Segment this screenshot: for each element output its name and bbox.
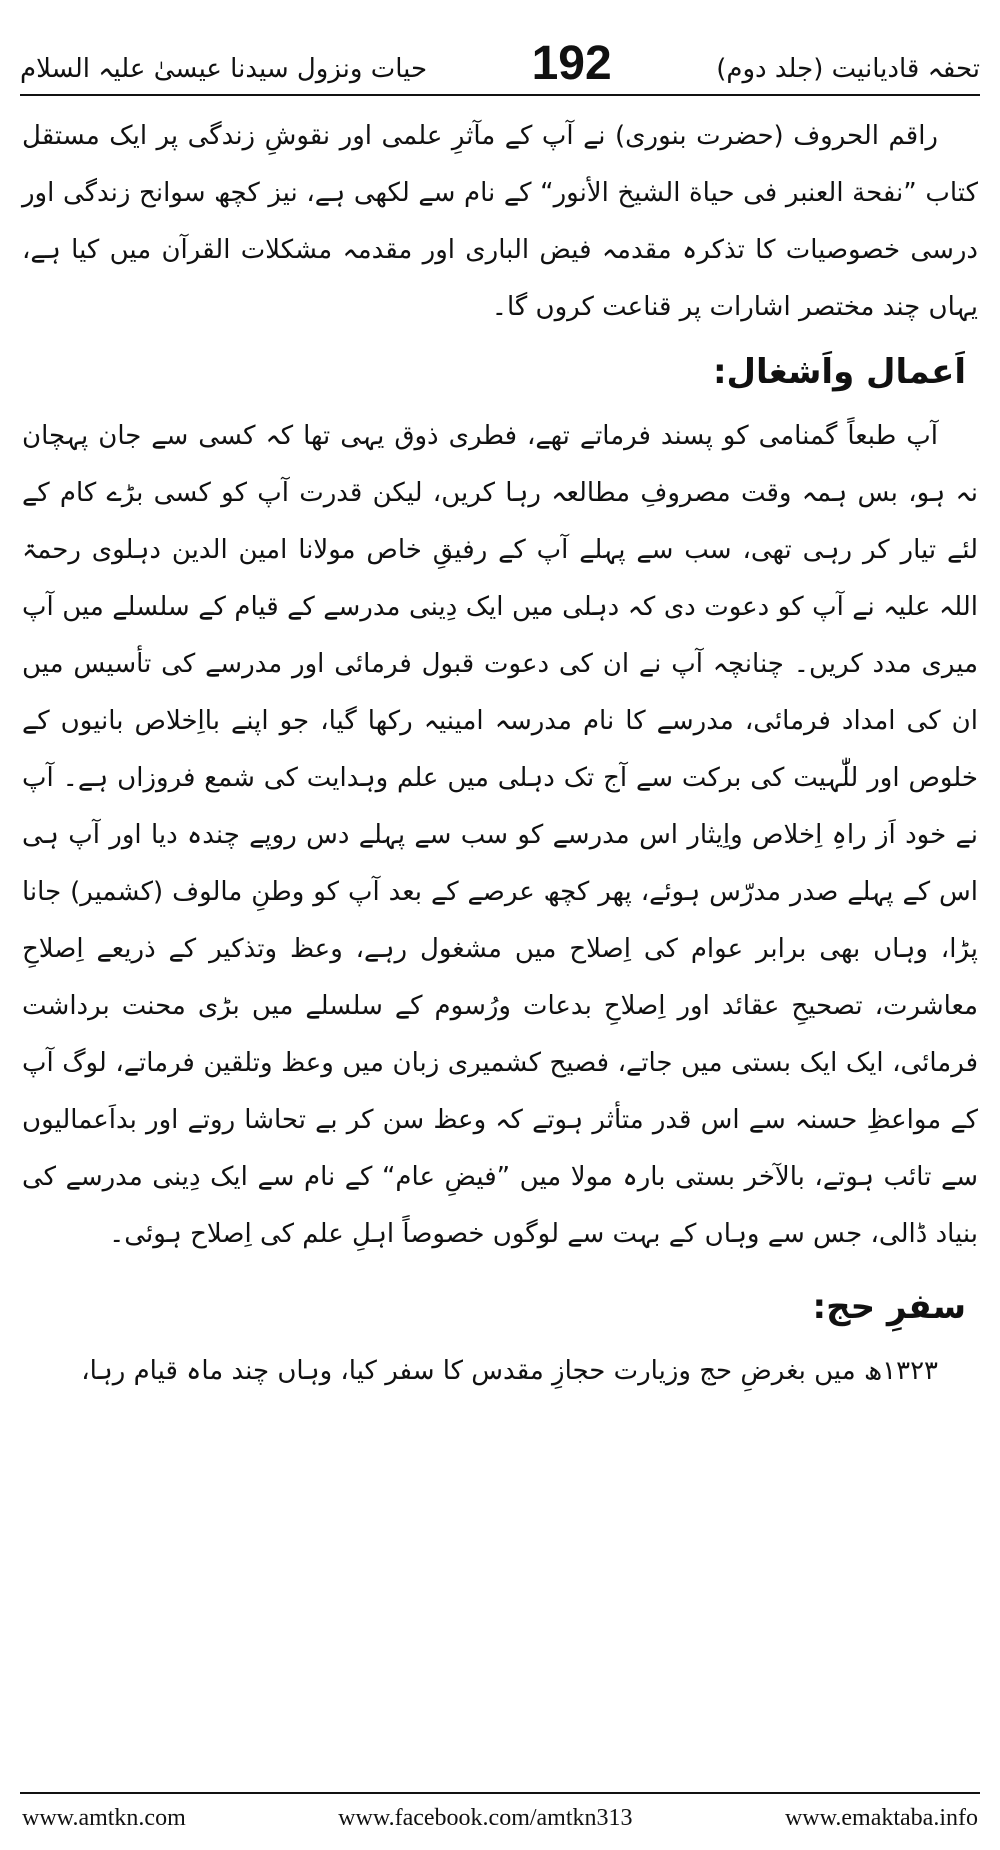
intro-paragraph: راقم الحروف (حضرت بنوری) نے آپ کے مآثرِ علمی اور نقوشِ زندگی پر ایک مستقل کتاب ”نفحة العنبر فی حیاة الشیخ الأنور“ کے نام سے لکھی ہے، نیز کچھ سوانح زندگی اور درسی خصوصیات کا تذکرہ مقدمہ فیض الباری اور مقدمہ مشکلات القرآن میں کیا ہے، یہاں چند مختصر اشارات پر قناعت کروں گا۔ [22, 121, 978, 322]
footer-link-amtkn[interactable]: www.amtkn.com [22, 1804, 186, 1831]
chapter-title: حیات ونزول سیدنا عیسیٰ علیہ السلام [20, 54, 428, 84]
header-divider [20, 94, 980, 96]
page-header [20, 22, 980, 92]
page-footer [22, 1798, 978, 1838]
page-body [22, 108, 978, 1400]
section-heading-aamal: اَعمال واَشغال: [712, 352, 966, 392]
footer-link-facebook[interactable]: www.facebook.com/amtkn313 [338, 1804, 633, 1831]
section-heading-safar-hajj: سفرِ حج: [812, 1287, 966, 1327]
book-title: تحفہ قادیانیت (جلد دوم) [716, 54, 980, 84]
footer-divider [20, 1792, 980, 1794]
page-number: 192 [531, 37, 612, 90]
footer-link-emaktaba[interactable]: www.emaktaba.info [784, 1804, 978, 1831]
body-paragraph: آپ طبعاً گمنامی کو پسند فرماتے تھے، فطری ذوق یہی تھا کہ کسی سے جان پہچان نہ ہو، بس ہمہ وقت مصروفِ مطالعہ رہا کریں، لیکن قدرت آپ کو کسی بڑے کام کے لئے تیار کر رہی تھی، سب سے پہلے آپ کے رفیقِ خاص مولانا امین الدین دہلوی رحمۃ اللہ علیہ نے آپ کو دعوت دی کہ دہلی میں ایک دِینی مدرسے کے قیام کے سلسلے میں آپ میری مدد کریں۔ چنانچہ آپ نے ان کی دعوت قبول فرمائی اور مدرسے کی تأسیس میں ان کی امداد فرمائی، مدرسے کا نام مدرسہ امینیہ رکھا گیا، جو اپنے بااِخلاص بانیوں کے خلوص اور للّٰہیت کی برکت سے آج تک دہلی میں علم وہدایت کی شمع فروزاں ہے۔ آپ نے خود اَز راہِ اِخلاص واِیثار اس مدرسے کو سب سے پہلے دس روپے چندہ دیا اور آپ ہی اس کے پہلے صدر مدرّس ہوئے، پھر کچھ عرصے کے بعد آپ کو وطنِ مالوف (کشمیر) جانا پڑا، وہاں بھی برابر عوام کی اِصلاح میں مشغول رہے، وعظ وتذکیر کے ذریعے اِصلاحِ معاشرت، تصحیحِ عقائد اور اِصلاحِ بدعات ورُسوم کے سلسلے میں بڑی محنت برداشت فرمائی، ایک ایک بستی میں جاتے، فصیح کشمیری زبان میں وعظ وتلقین فرماتے، لوگ آپ کے مواعظِ حسنہ سے اس قدر متأثر ہوتے کہ وعظ سن کر بے تحاشا روتے اور بداَعمالیوں سے تائب ہوتے، بالآخر بستی بارہ مولا میں ”فیضِ عام“ کے نام سے ایک دِینی مدرسے کی بنیاد ڈالی، جس سے وہاں کے بہت سے لوگوں خصوصاً اہلِ علم کی اِصلاح ہوئی۔ [22, 421, 978, 1249]
hajj-paragraph: ۱۳۲۳ھ میں بغرضِ حج وزیارت حجازِ مقدس کا سفر کیا، وہاں چند ماہ قیام رہا، [81, 1356, 938, 1386]
